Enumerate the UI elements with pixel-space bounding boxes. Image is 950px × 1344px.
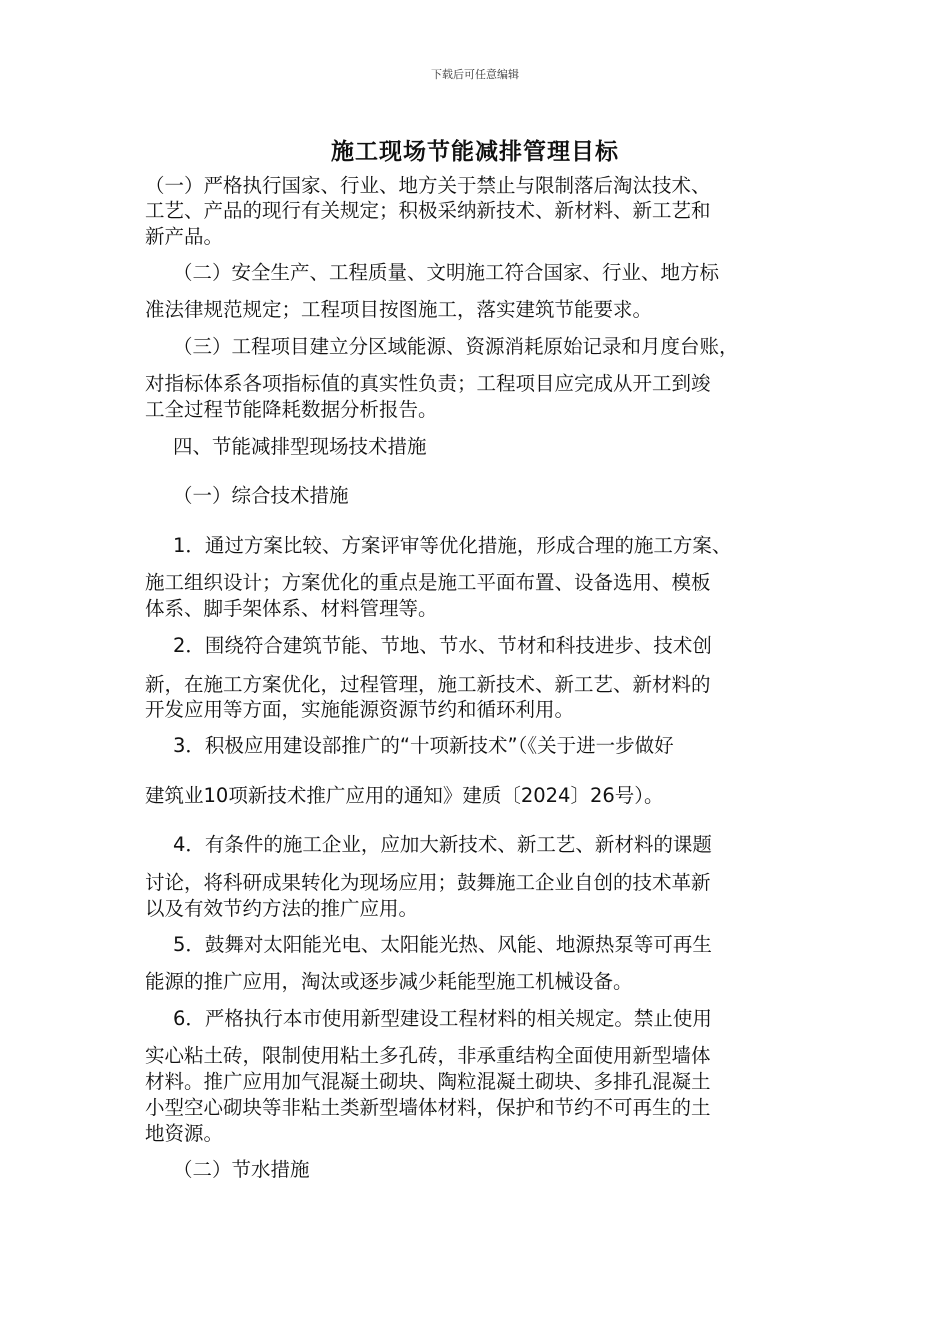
text-line: 讨论，将科研成果转化为现场应用；鼓舞施工企业自创的技术革新	[145, 871, 711, 894]
text-line: 体系、脚手架体系、材料管理等。	[145, 597, 438, 620]
text-line: 建筑业10项新技术推广应用的通知》建质〔2024〕26号）。	[145, 784, 664, 807]
text-line: 新，在施工方案优化，过程管理，施工新技术、新工艺、新材料的	[145, 673, 711, 696]
text-line: 以及有效节约方法的推广应用。	[145, 897, 419, 920]
text-line: 2．围绕符合建筑节能、节地、节水、节材和科技进步、技术创	[173, 634, 712, 657]
text-line: 6．严格执行本市使用新型建设工程材料的相关规定。禁止使用	[173, 1007, 712, 1030]
page-header: 下载后可任意编辑	[431, 68, 519, 81]
text-line: 5．鼓舞对太阳能光电、太阳能光热、风能、地源热泵等可再生	[173, 933, 712, 956]
text-line: 能源的推广应用，淘汰或逐步减少耗能型施工机械设备。	[145, 970, 633, 993]
subsection-heading: （一）综合技术措施	[173, 484, 349, 507]
text-line: 3．积极应用建设部推广的“十项新技术”（《关于进一步做好	[173, 734, 674, 757]
text-line: 新产品。	[145, 225, 224, 248]
subsection-heading: （二）节水措施	[173, 1158, 310, 1181]
text-line: 材料。推广应用加气混凝土砌块、陶粒混凝土砌块、多排孔混凝土	[145, 1070, 711, 1093]
text-line: 4．有条件的施工企业，应加大新技术、新工艺、新材料的课题	[173, 833, 712, 856]
text-line: （一）严格执行国家、行业、地方关于禁止与限制落后淘汰技术、	[145, 174, 711, 197]
text-line: 开发应用等方面，实施能源资源节约和循环利用。	[145, 698, 575, 721]
text-line: （二）安全生产、工程质量、文明施工符合国家、行业、地方标	[173, 261, 720, 284]
text-line: 工全过程节能降耗数据分析报告。	[145, 398, 438, 421]
text-line: 施工组织设计；方案优化的重点是施工平面布置、设备选用、模板	[145, 571, 711, 594]
text-line: 地资源。	[145, 1122, 224, 1145]
document-title: 施工现场节能减排管理目标	[331, 139, 619, 165]
text-line: （三）工程项目建立分区域能源、资源消耗原始记录和月度台账，	[173, 335, 739, 358]
text-line: 小型空心砌块等非粘土类新型墙体材料，保护和节约不可再生的土	[145, 1096, 711, 1119]
text-line: 实心粘土砖，限制使用粘土多孔砖，非承重结构全面使用新型墙体	[145, 1044, 711, 1067]
section-heading: 四、节能减排型现场技术措施	[173, 435, 427, 458]
text-line: 工艺、产品的现行有关规定；积极采纳新技术、新材料、新工艺和	[145, 199, 711, 222]
text-line: 对指标体系各项指标值的真实性负责；工程项目应完成从开工到竣	[145, 372, 711, 395]
text-line: 准法律规范规定；工程项目按图施工，落实建筑节能要求。	[145, 298, 653, 321]
text-line: 1．通过方案比较、方案评审等优化措施，形成合理的施工方案、	[173, 534, 732, 557]
